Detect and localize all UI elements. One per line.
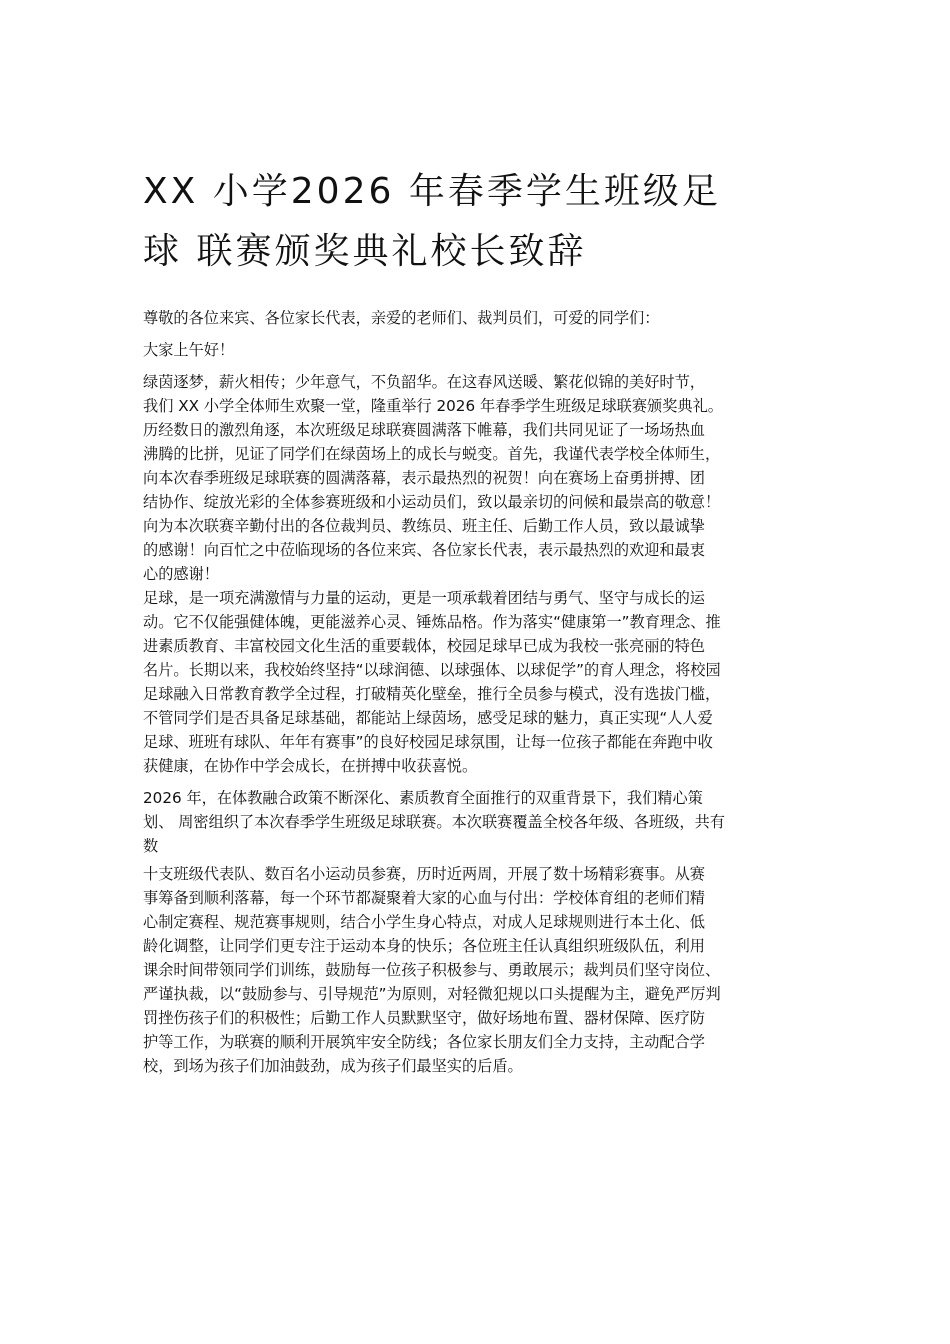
paragraph-line: 向为本次联赛辛勤付出的各位裁判员、教练员、班主任、后勤工作人员，致以最诚挚 — [143, 517, 705, 535]
paragraph-line: 划、 周密组织了本次春季学生班级足球联赛。本次联赛覆盖全校各年级、各班级，共有 — [143, 813, 725, 831]
paragraph-line: 获健康，在协作中学会成长，在拼搏中收获喜悦。 — [143, 757, 478, 775]
paragraph-line: 数 — [143, 837, 159, 855]
paragraph-line: 心制定赛程、规范赛事规则，结合小学生身心特点，对成人足球规则进行本土化、低 — [143, 913, 705, 931]
paragraph-line: 向本次春季班级足球联赛的圆满落幕，表示最热烈的祝贺！向在赛场上奋勇拼搏、团 — [143, 469, 705, 487]
title-line: XX 小学2026 年春季学生班级足 — [143, 171, 721, 212]
paragraph-line: 校，到场为孩子们加油鼓劲，成为孩子们最坚实的后盾。 — [143, 1057, 523, 1075]
paragraph-line: 历经数日的激烈角逐，本次班级足球联赛圆满落下帷幕，我们共同见证了一场场热血 — [143, 421, 705, 439]
paragraph-line: 龄化调整，让同学们更专注于运动本身的快乐；各位班主任认真组织班级队伍，利用 — [143, 937, 705, 955]
greeting: 大家上午好！ — [143, 341, 235, 359]
paragraph-line: 2026 年，在体教融合政策不断深化、素质教育全面推行的双重背景下，我们精心策 — [143, 789, 703, 807]
paragraph-1 — [143, 370, 833, 586]
paragraph-line: 事筹备到顺利落幕，每一个环节都凝聚着大家的心血与付出：学校体育组的老师们精 — [143, 889, 705, 907]
paragraph-line: 足球，是一项充满激情与力量的运动，更是一项承载着团结与勇气、坚守与成长的运 — [143, 589, 705, 607]
paragraph-line: 动。它不仅能强健体魄，更能滋养心灵、锤炼品格。作为落实“健康第一”教育理念、推 — [143, 613, 721, 631]
paragraph-3 — [143, 786, 833, 858]
paragraph-line: 严谨执裁，以“鼓励参与、引导规范”为原则，对轻微犯规以口头提醒为主，避免严厉判 — [143, 985, 721, 1003]
paragraph-line: 名片。长期以来，我校始终坚持“以球润德、以球强体、以球促学”的育人理念，将校园 — [143, 661, 721, 679]
paragraph-line: 进素质教育、丰富校园文化生活的重要载体，校园足球早已成为我校一张亮丽的特色 — [143, 637, 705, 655]
paragraph-4 — [143, 862, 833, 1078]
document-body — [143, 306, 833, 1078]
document-title — [143, 162, 843, 282]
paragraph-line: 足球、班班有球队、年年有赛事”的良好校园足球氛围，让每一位孩子都能在奔跑中收 — [143, 733, 713, 751]
paragraph-line: 我们 XX 小学全体师生欢聚一堂，隆重举行 2026 年春季学生班级足球联赛颁奖典礼。 — [143, 397, 723, 415]
paragraph-line: 十支班级代表队、数百名小运动员参赛，历时近两周，开展了数十场精彩赛事。从赛 — [143, 865, 705, 883]
paragraph-line: 不管同学们是否具备足球基础，都能站上绿茵场，感受足球的魅力，真正实现“人人爱 — [143, 709, 713, 727]
paragraph-2 — [143, 586, 833, 778]
paragraph-line: 沸腾的比拼，见证了同学们在绿茵场上的成长与蜕变。首先，我谨代表学校全体师生， — [143, 445, 721, 463]
title-line: 球 联赛颁奖典礼校长致辞 — [143, 231, 587, 272]
paragraph-line: 课余时间带领同学们训练，鼓励每一位孩子积极参与、勇敢展示；裁判员们坚守岗位、 — [143, 961, 721, 979]
paragraph-line: 结协作、绽放光彩的全体参赛班级和小运动员们，致以最亲切的问候和最崇高的敬意！ — [143, 493, 721, 511]
paragraph-line: 护等工作，为联赛的顺利开展筑牢安全防线；各位家长朋友们全力支持，主动配合学 — [143, 1033, 705, 1051]
paragraph-line: 足球融入日常教育教学全过程，打破精英化壁垒，推行全员参与模式，没有选拔门槛， — [143, 685, 721, 703]
salutation: 尊敬的各位来宾、各位家长代表，亲爱的老师们、裁判员们，可爱的同学们： — [143, 309, 660, 327]
paragraph-line: 绿茵逐梦，薪火相传；少年意气，不负韶华。在这春风送暖、繁花似锦的美好时节， — [143, 373, 705, 391]
paragraph-line: 的感谢！向百忙之中莅临现场的各位来宾、各位家长代表，表示最热烈的欢迎和最衷 — [143, 541, 705, 559]
paragraph-line: 心的感谢！ — [143, 565, 219, 583]
paragraph-line: 罚挫伤孩子们的积极性；后勤工作人员默默坚守，做好场地布置、器材保障、医疗防 — [143, 1009, 705, 1027]
